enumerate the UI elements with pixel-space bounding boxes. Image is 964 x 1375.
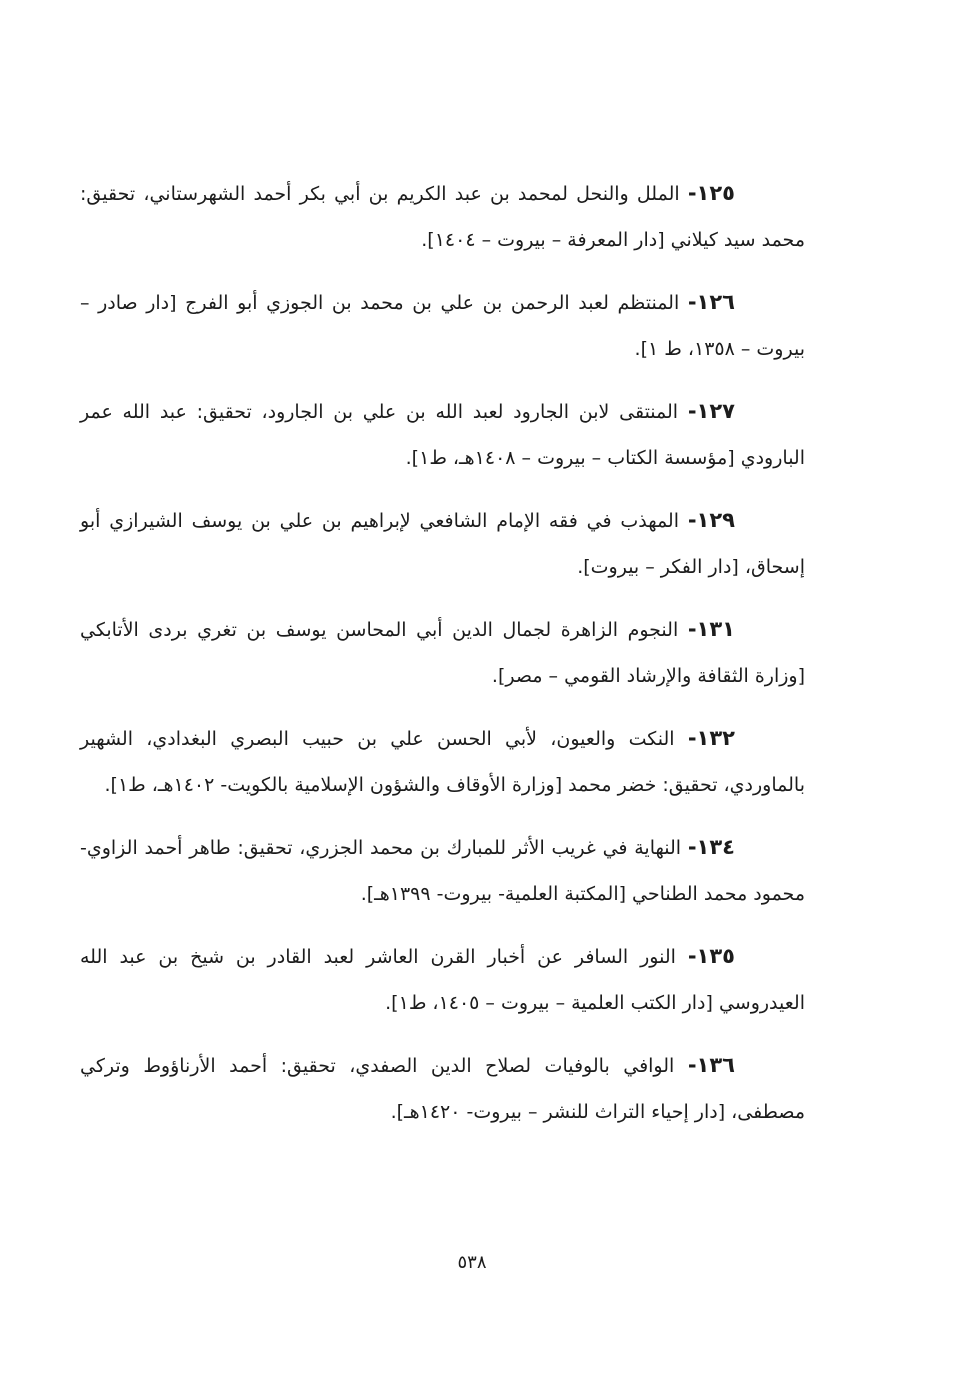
entry-number: ١٢٧- [687,399,735,423]
entry-text: النكت والعيون، لأبي الحسن علي بن حبيب البصري البغدادي، الشهير بالماوردي، تحقيق: خضر محمد [وزارة الأوقاف والشؤون الإسلامية بالكويت- ١٤٠٢هـ، ط١]. [80,728,805,796]
entry-text: الوافي بالوفيات لصلاح الدين الصفدي، تحقيق: أحمد الأرناؤوط وتركي مصطفى، [دار إحياء التراث للنشر – بيروت- ١٤٢٠هـ]. [80,1055,805,1123]
bibliography-entry [80,824,805,917]
bibliography-entry [80,388,805,481]
entry-text: النجوم الزاهرة لجمال الدين أبي المحاسن يوسف بن تغري بردى الأتابكي [وزارة الثقافة والإرشاد القومي – مصر]. [80,619,805,687]
entry-text: المنتقى لابن الجارود لعبد الله بن علي بن الجارود، تحقيق: عبد الله عمر البارودي [مؤسسة الكتاب – بيروت – ١٤٠٨هـ، ط١]. [80,401,805,469]
bibliography-entry [80,170,805,263]
page-number: ٥٣٨ [457,1252,487,1273]
bibliography-entry [80,1042,805,1135]
entry-text: النهاية في غريب الأثر للمبارك بن محمد الجزري، تحقيق: طاهر أحمد الزاوي- محمود محمد الطناحي [المكتبة العلمية- بيروت- ١٣٩٩هـ]. [80,837,805,905]
entry-text: المهذب في فقه الإمام الشافعي لإبراهيم بن علي بن يوسف الشيرازي أبو إسحاق، [دار الفكر – بيروت]. [80,510,805,578]
entry-number: ١٢٥- [687,181,735,205]
bibliography-list [80,170,805,1151]
bibliography-entry [80,279,805,372]
entry-number: ١٣٥- [687,944,735,968]
entry-text: الملل والنحل لمحمد بن عبد الكريم بن أبي بكر أحمد الشهرستاني، تحقيق: محمد سيد كيلاني [دار المعرفة – بيروت – ١٤٠٤]. [80,183,805,251]
bibliography-entry [80,606,805,699]
bibliography-entry [80,933,805,1026]
entry-number: ١٣٢- [687,726,735,750]
entry-text: المنتظم لعبد الرحمن بن علي بن محمد بن الجوزي أبو الفرج [دار صادر – بيروت – ١٣٥٨، ط ١]. [80,292,805,360]
entry-number: ١٣١- [687,617,735,641]
bibliography-entry [80,497,805,590]
entry-number: ١٣٤- [687,835,735,859]
entry-text: النور السافر عن أخبار القرن العاشر لعبد القادر بن شيخ بن عبد الله العيدروسي [دار الكتب العلمية – بيروت – ١٤٠٥، ط١]. [80,946,805,1014]
entry-number: ١٢٩- [687,508,735,532]
entry-number: ١٣٦- [687,1053,735,1077]
bibliography-entry [80,715,805,808]
entry-number: ١٢٦- [687,290,735,314]
